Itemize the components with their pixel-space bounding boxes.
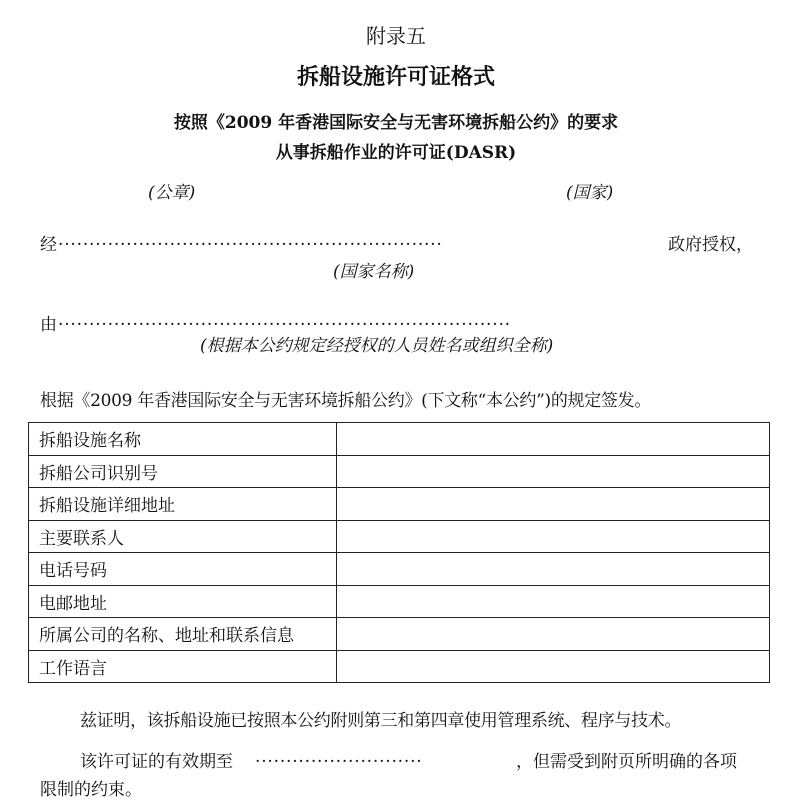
issuer-caption: (根据本公约规定经授权的人员姓名或组织全称) — [200, 336, 554, 356]
field-label: 主要联系人 — [29, 520, 337, 553]
authorization-suffix: 政府授权， — [668, 235, 753, 255]
facility-info-table — [28, 422, 770, 683]
table-row — [29, 423, 770, 456]
field-value[interactable] — [337, 488, 770, 521]
state-placeholder: (国家) — [566, 183, 614, 203]
subtitle-line-1: 按照《2009 年香港国际安全与无害环境拆船公约》的要求 — [173, 113, 619, 133]
table-row — [29, 455, 770, 488]
field-label: 拆船设施详细地址 — [29, 488, 337, 521]
field-value[interactable] — [337, 650, 770, 683]
authorization-dots: .............................................................. — [58, 230, 443, 250]
table-row — [29, 585, 770, 618]
field-value[interactable] — [337, 423, 770, 456]
certification-statement: 兹证明，该拆船设施已按照本公约附则第三和第四章使用管理系统、程序与技术。 — [80, 711, 682, 731]
field-value[interactable] — [337, 455, 770, 488]
table-row — [29, 618, 770, 651]
validity-date-dots: ........................... — [255, 747, 423, 767]
document-title: 拆船设施许可证格式 — [296, 64, 495, 90]
appendix-label: 附录五 — [366, 24, 426, 48]
table-row — [29, 553, 770, 586]
authorization-prefix: 经 — [40, 235, 57, 255]
table-row — [29, 520, 770, 553]
field-value[interactable] — [337, 585, 770, 618]
field-value[interactable] — [337, 520, 770, 553]
field-label: 电话号码 — [29, 553, 337, 586]
field-label: 工作语言 — [29, 650, 337, 683]
state-name-caption: (国家名称) — [333, 262, 415, 282]
validity-suffix: ，但需受到附页所明确的各项 — [516, 752, 737, 772]
validity-line-2: 限制的约束。 — [40, 780, 142, 800]
validity-prefix: 该许可证的有效期至 — [80, 752, 233, 772]
field-value[interactable] — [337, 618, 770, 651]
field-label: 电邮地址 — [29, 585, 337, 618]
table-row — [29, 488, 770, 521]
field-label: 拆船设施名称 — [29, 423, 337, 456]
subtitle-line-2: 从事拆船作业的许可证(DASR) — [275, 143, 517, 163]
table-row — [29, 650, 770, 683]
field-value[interactable] — [337, 553, 770, 586]
issued-by-dots: ......................................................................... — [58, 310, 511, 330]
field-label: 所属公司的名称、地址和联系信息 — [29, 618, 337, 651]
issued-by-prefix: 由 — [40, 315, 57, 335]
field-label: 拆船公司识别号 — [29, 455, 337, 488]
issuance-basis: 根据《2009 年香港国际安全与无害环境拆船公约》(下文称“本公约”)的规定签发。 — [40, 391, 652, 411]
seal-placeholder: (公章) — [148, 183, 196, 203]
